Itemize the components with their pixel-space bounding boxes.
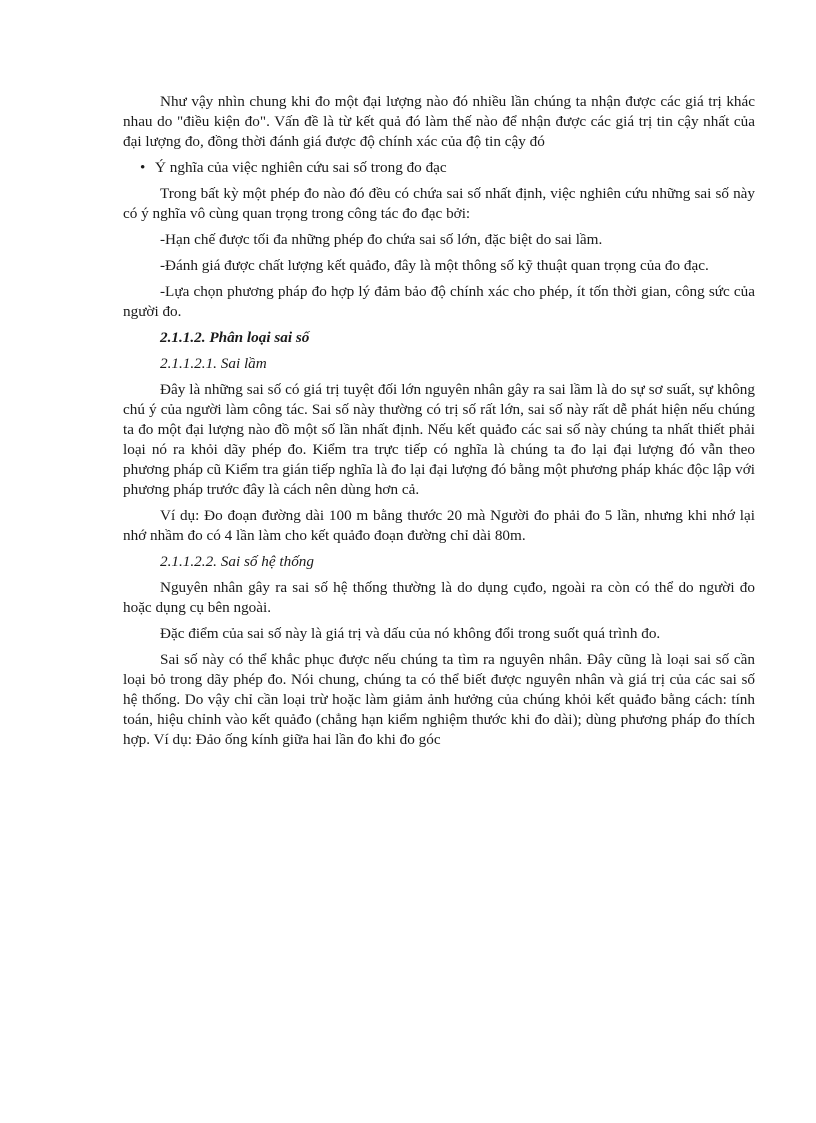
paragraph: Trong bất kỳ một phép đo nào đó đều có chứa sai số nhất định, việc nghiên cứu những sai số này có ý nghĩa vô cùng quan trọng trong công tác đo đạc bởi: <box>123 185 755 222</box>
section-heading: 2.1.1.2. Phân loại sai số <box>160 329 310 346</box>
paragraph: -Đánh giá được chất lượng kết quảđo, đây là một thông số kỹ thuật quan trọng của đo đạc. <box>160 257 709 274</box>
paragraph: Đây là những sai số có giá trị tuyệt đối lớn nguyên nhân gây ra sai lầm là do sự sơ suất, sự không chú ý của người làm công tác. Sai số này thường có trị số rất lớn, sai số này rất dễ phát hiện nếu chúng ta đo một đại lượng nào đồ một số lần nhất định. Nếu kết quảđo các sai số này chúng ta nhất thiết phải loại nó ra khỏi dãy phép đo. Kiểm tra trực tiếp có nghĩa là chúng ta đo lại đại lượng đó vẫn theo phương pháp cũ Kiểm tra gián tiếp nghĩa là đo lại đại lượng đó bằng một phương pháp khác độc lập với phương pháp trước đây là cách nên dùng hơn cả. <box>123 381 755 498</box>
paragraph: Ví dụ: Đo đoạn đường dài 100 m bằng thước 20 mà Người đo phải đo 5 lần, nhưng khi nhớ lại nhớ nhầm đo có 4 lần làm cho kết quảđo đoạn đường chỉ dài 80m. <box>123 507 755 544</box>
subsection-heading: 2.1.1.2.1. Sai lầm <box>160 355 267 372</box>
paragraph: Như vậy nhìn chung khi đo một đại lượng nào đó nhiều lần chúng ta nhận được các giá trị khác nhau do "điều kiện đo". Vấn đề là từ kết quả đó làm thế nào để nhận được các giá trị tin cậy nhất của đại lượng đo, đồng thời đánh giá được độ chính xác của độ tin cậy đó <box>123 93 755 150</box>
paragraph: Nguyên nhân gây ra sai số hệ thống thường là do dụng cụđo, ngoài ra còn có thể do người đo hoặc dụng cụ bên ngoài. <box>123 579 755 616</box>
paragraph: Đặc điểm của sai số này là giá trị và dấu của nó không đổi trong suốt quá trình đo. <box>160 625 661 642</box>
paragraph: -Lựa chọn phương pháp đo hợp lý đảm bảo độ chính xác cho phép, ít tốn thời gian, công sức của người đo. <box>123 283 755 320</box>
bullet-item <box>123 158 755 178</box>
paragraph: Sai số này có thể khắc phục được nếu chúng ta tìm ra nguyên nhân. Đây cũng là loại sai số cần loại bỏ trong dãy phép đo. Nói chung, chúng ta có thể biết được nguyên nhân và giá trị của các sai số hệ thống. Do vậy chỉ cần loại trừ hoặc làm giảm ảnh hưởng của chúng khỏi kết quảđo bằng cách: tính toán, hiệu chỉnh vào kết quảđo (chẳng hạn kiểm nghiệm thước khi đo dài); dùng phương pháp đo thích hợp. Ví dụ: Đảo ống kính giữa hai lần đo khi đo góc <box>123 651 755 748</box>
paragraph: -Hạn chế được tối đa những phép đo chứa sai số lớn, đặc biệt do sai lầm. <box>160 231 603 248</box>
subsection-heading: 2.1.1.2.2. Sai số hệ thống <box>160 553 314 570</box>
bullet-icon: • <box>140 159 146 176</box>
document-page <box>123 92 755 756</box>
bullet-text: Ý nghĩa của việc nghiên cứu sai số trong đo đạc <box>155 159 447 176</box>
